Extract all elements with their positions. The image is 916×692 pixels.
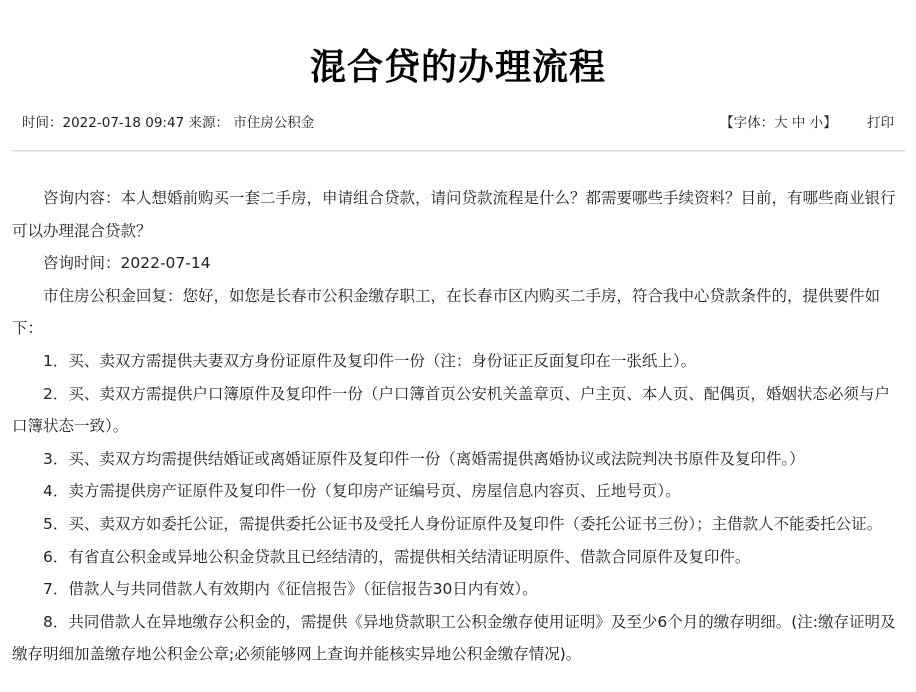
- reply-intro: 市住房公积金回复：您好，如您是长春市公积金缴存职工，在长春市区内购买二手房，符合我中心贷款条件的，提供要件如下：: [12, 286, 881, 338]
- font-medium-button[interactable]: 中: [791, 115, 806, 131]
- page-title: 混合贷的办理流程: [309, 47, 606, 89]
- font-size-prefix: 【字体：: [720, 115, 775, 131]
- requirement-item-3: 3．买、卖双方均需提供结婚证或离婚证原件及复印件一份（离婚需提供离婚协议或法院判决书原件及复印件。）: [43, 449, 805, 468]
- font-size-suffix: 】: [823, 115, 837, 131]
- requirement-item-1: 1．买、卖双方需提供夫妻双方身份证原件及复印件一份（注：身份证正反面复印在一张纸上）。: [43, 351, 697, 370]
- article-tools: [720, 112, 894, 134]
- requirement-item-8: 8．共同借款人在异地缴存公积金的，需提供《异地贷款职工公积金缴存使用证明》及至少6个月的缴存明细。(注:缴存证明及缴存明细加盖缴存地公积金公章;必须能够网上查询并能核实异地公积金缴存情况)。: [12, 612, 896, 664]
- consultation-content: 咨询内容：本人想婚前购买一套二手房，申请组合贷款，请问贷款流程是什么？都需要哪些手续资料？目前，有哪些商业银行可以办理混合贷款？: [12, 189, 896, 240]
- header-divider: [12, 150, 905, 152]
- publish-info: [22, 112, 314, 134]
- font-small-button[interactable]: 小: [809, 115, 824, 131]
- time-label: 时间：: [22, 115, 63, 131]
- requirement-item-5: 5．买、卖双方如委托公证，需提供委托公证书及受托人身份证原件及复印件（委托公证书三份）；主借款人不能委托公证。: [43, 514, 883, 533]
- font-size-control: [720, 115, 837, 131]
- source-label: 来源：: [188, 115, 229, 131]
- article-meta-bar: [22, 112, 894, 134]
- font-large-button[interactable]: 大: [774, 115, 788, 131]
- requirement-item-6: 6．有省直公积金或异地公积金贷款且已经结清的，需提供相关结清证明原件、借款合同原件及复印件。: [43, 547, 751, 566]
- source-value: 市住房公积金: [233, 115, 315, 131]
- print-button[interactable]: 打印: [867, 115, 894, 131]
- requirement-item-2: 2．买、卖双方需提供户口簿原件及复印件一份（户口簿首页公安机关盖章页、户主页、本人页、配偶页，婚姻状态必须与户口簿状态一致）。: [12, 384, 890, 436]
- consultation-time: 咨询时间：2022-07-14: [43, 254, 211, 273]
- article-body: [12, 182, 904, 671]
- publish-time: 2022-07-18 09:47: [62, 115, 185, 131]
- requirement-item-7: 7．借款人与共同借款人有效期内《征信报告》（征信报告30日内有效）。: [43, 580, 538, 599]
- requirement-item-4: 4．卖方需提供房产证原件及复印件一份（复印房产证编号页、房屋信息内容页、丘地号页）。: [43, 482, 681, 501]
